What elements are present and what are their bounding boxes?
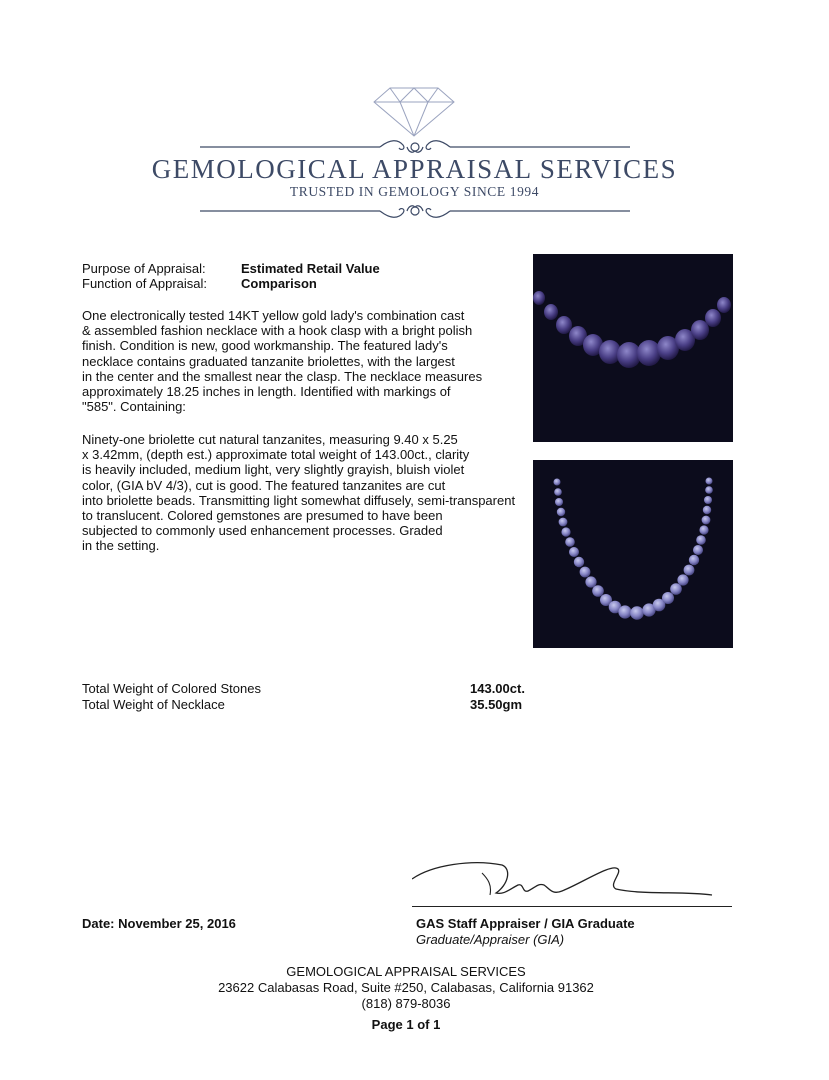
appraiser-title: GAS Staff Appraiser / GIA Graduate (416, 916, 635, 931)
footer-address: 23622 Calabasas Road, Suite #250, Calabasas, California 91362 (218, 980, 594, 995)
appraiser-subtitle: Graduate/Appraiser (GIA) (416, 932, 565, 947)
function-value: Comparison (241, 276, 317, 291)
appraisal-date: Date: November 25, 2016 (82, 916, 236, 931)
necklace-full-photo (533, 460, 733, 648)
total-stones-label: Total Weight of Colored Stones (82, 681, 261, 696)
brand-name: GEMOLOGICAL APPRAISAL SERVICES (151, 154, 678, 184)
description-paragraph-1: One electronically tested 14KT yellow gold lady's combination cast & assembled fashion necklace with a hook clasp with a bright polish finish. Condition is new, good workmanship. The featured lady's necklace contains graduated tanzanite briolettes, with the largest in the center and the smallest near the clasp. The necklace measures approximately 18.25 inches in length. Identified with markings of "585". Containing: (82, 308, 483, 415)
header-ornament-bottom (200, 200, 630, 222)
description-paragraph-2: Ninety-one briolette cut natural tanzanites, measuring 9.40 x 5.25 x 3.42mm, (depth est.) approximate total weight of 143.00ct., clarity is heavily included, medium light, very slightly grayish, bluish violet color, (GIA bV 4/3), cut is good. The featured tanzanites are cut into briolette beads. Transmitting light somewhat diffusely, semi-transparent to translucent. Colored gemstones are presumed to have been subjected to commonly used enhancement processes. Graded in the setting. (82, 432, 516, 554)
function-label: Function of Appraisal: (82, 276, 208, 291)
total-stones-value: 143.00ct. (470, 681, 525, 696)
total-necklace-label: Total Weight of Necklace (82, 697, 225, 712)
diamond-outline-icon (372, 86, 456, 138)
footer-company: GEMOLOGICAL APPRAISAL SERVICES (286, 964, 526, 979)
total-necklace-value: 35.50gm (470, 697, 523, 712)
footer-phone: (818) 879-8036 (361, 996, 451, 1011)
signature-line (412, 906, 732, 907)
brand-tagline: TRUSTED IN GEMOLOGY SINCE 1994 (289, 184, 540, 199)
page-number: Page 1 of 1 (371, 1017, 441, 1032)
purpose-label: Purpose of Appraisal: (82, 261, 206, 276)
purpose-value: Estimated Retail Value (241, 261, 380, 276)
appraiser-signature (412, 855, 732, 907)
necklace-closeup-photo (533, 254, 733, 442)
